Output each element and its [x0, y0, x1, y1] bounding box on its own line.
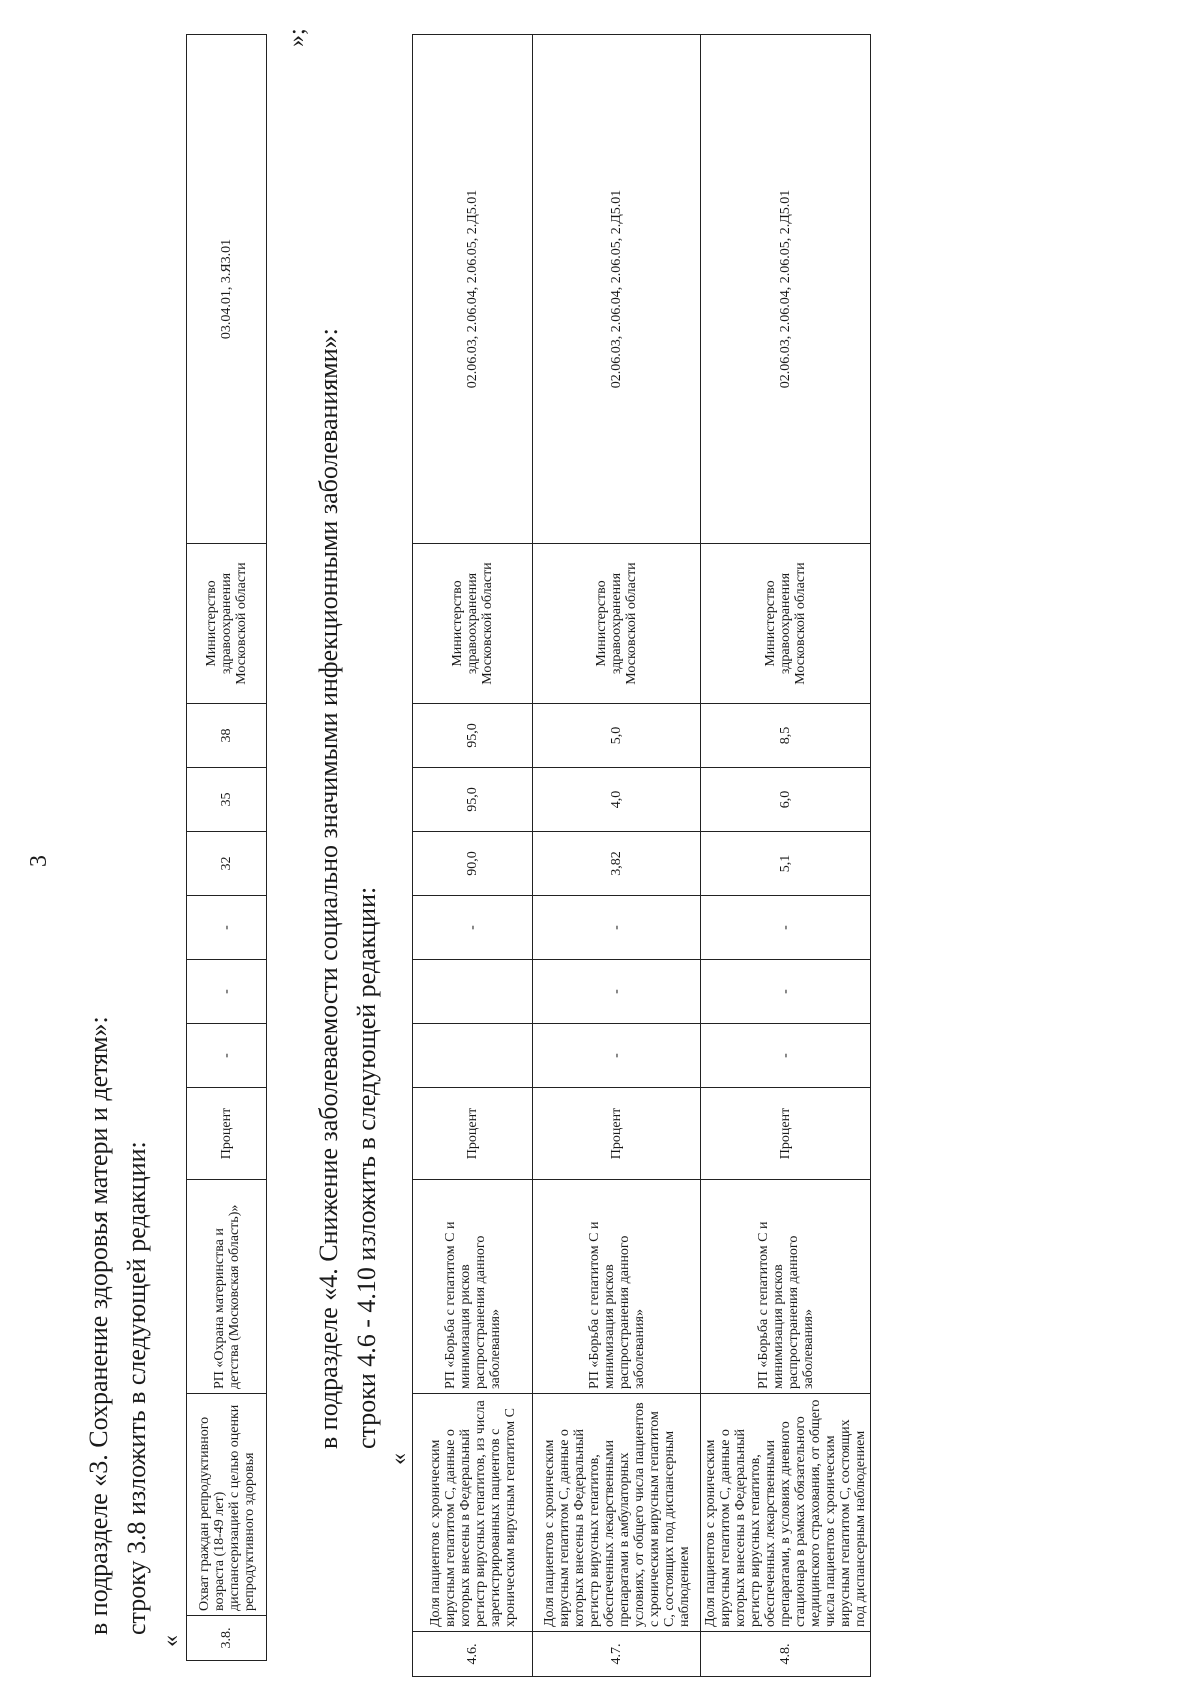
table-row [701, 35, 871, 1677]
regional-project: РП «Борьба с гепатитом С и минимизация рисков распространения данного заболевания» [533, 1180, 701, 1394]
event-codes: 02.06.03, 2.06.04, 2.06.05, 2.Д5.01 [533, 35, 701, 544]
section2-open-quote: « [386, 1453, 412, 1465]
value-2: - [187, 960, 267, 1024]
section2-heading: в подразделе «4. Снижение заболеваемости социально значимыми инфекционными заболеваниями»: [314, 328, 343, 1449]
value-1: - [701, 1024, 871, 1088]
value-5: 95,0 [413, 768, 533, 832]
value-2 [413, 960, 533, 1024]
page-number: 3 [26, 855, 52, 867]
section1-subheading: строку 3.8 изложить в следующей редакции: [122, 1141, 151, 1635]
section2-subheading: строки 4.6 - 4.10 изложить в следующей редакции: [352, 886, 381, 1449]
responsible-body: Министерство здравоохранения Московской области [187, 544, 267, 704]
unit-of-measure: Процент [413, 1088, 533, 1180]
regional-project: РП «Борьба с гепатитом С и минимизация рисков распространения данного заболевания» [701, 1180, 871, 1394]
value-1: - [187, 1024, 267, 1088]
section1-open-quote: « [158, 1635, 184, 1647]
value-6: 38 [187, 704, 267, 768]
responsible-body: Министерство здравоохранения Московской области [413, 544, 533, 704]
value-5: 35 [187, 768, 267, 832]
value-3: - [187, 896, 267, 960]
row-number: 4.7. [533, 1632, 701, 1677]
value-3: - [533, 896, 701, 960]
responsible-body: Министерство здравоохранения Московской области [533, 544, 701, 704]
table-row [533, 35, 701, 1677]
row-number: 4.8. [701, 1632, 871, 1677]
value-2: - [533, 960, 701, 1024]
event-codes: 03.04.01, 3.Я3.01 [187, 35, 267, 544]
indicator-name: Охват граждан репродуктивного возраста (18-49 лет) диспансеризацией с целью оценки репродуктивного здоровья [187, 1394, 267, 1616]
row-number: 3.8. [187, 1616, 267, 1661]
value-5: 4,0 [533, 768, 701, 832]
indicator-name: Доля пациентов с хроническим вирусным гепатитом С, данные о которых внесены в Федеральный регистр вирусных гепатитов, из числа зарегистрированных пациентов с хроническим вирусным гепатитом С [413, 1394, 533, 1632]
value-4: 3,82 [533, 832, 701, 896]
value-2: - [701, 960, 871, 1024]
regional-project: РП «Охрана материнства и детства (Московская область)» [187, 1180, 267, 1394]
value-4: 90,0 [413, 832, 533, 896]
value-5: 6,0 [701, 768, 871, 832]
value-3: - [413, 896, 533, 960]
regional-project: РП «Борьба с гепатитом С и минимизация рисков распространения данного заболевания» [413, 1180, 533, 1394]
row-number: 4.6. [413, 1632, 533, 1677]
table-row [413, 35, 533, 1677]
event-codes: 02.06.03, 2.06.04, 2.06.05, 2.Д5.01 [701, 35, 871, 544]
value-4: 32 [187, 832, 267, 896]
section2-table [412, 34, 871, 1677]
value-1: - [533, 1024, 701, 1088]
responsible-body: Министерство здравоохранения Московской области [701, 544, 871, 704]
value-1 [413, 1024, 533, 1088]
table-row [187, 35, 267, 1661]
value-6: 5,0 [533, 704, 701, 768]
unit-of-measure: Процент [701, 1088, 871, 1180]
section1-heading: в подразделе «3. Сохранение здоровья матери и детям»: [84, 1016, 113, 1635]
value-6: 8,5 [701, 704, 871, 768]
value-3: - [701, 896, 871, 960]
value-4: 5,1 [701, 832, 871, 896]
value-6: 95,0 [413, 704, 533, 768]
unit-of-measure: Процент [187, 1088, 267, 1180]
indicator-name: Доля пациентов с хроническим вирусным гепатитом С, данные о которых внесены в Федеральный регистр вирусных гепатитов, обеспеченных лекарственными препаратами в амбулаторных условиях, от общего числа пациентов с хроническим вирусным гепатитом С, состоящих под диспансерным наблюдением [533, 1394, 701, 1632]
indicator-name: Доля пациентов с хроническим вирусным гепатитом С, данные о которых внесены в Федеральный регистр вирусных гепатитов, обеспеченных лекарственными препаратами, в условиях дневного стационара в рамках обязательного медицинского страхования, от общего числа пациентов с хроническим вирусным гепатитом С, состоящих под диспансерным наблюдением [701, 1394, 871, 1632]
event-codes: 02.06.03, 2.06.04, 2.06.05, 2.Д5.01 [413, 35, 533, 544]
section1-close-quote: »; [284, 28, 310, 47]
section1-table [186, 34, 267, 1661]
unit-of-measure: Процент [533, 1088, 701, 1180]
